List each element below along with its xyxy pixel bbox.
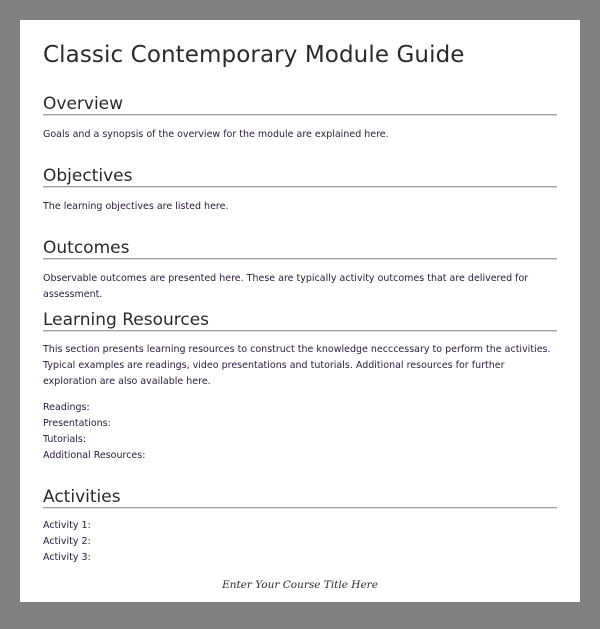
section-heading-activities: Activities [43,487,557,508]
resource-presentations: Presentations: [43,418,111,429]
section-heading-learning-resources: Learning Resources [43,310,557,331]
document-page [20,20,580,602]
section-heading-objectives: Objectives [43,166,557,187]
activities-list [43,518,557,566]
activity-item-1: Activity 1: [43,520,91,531]
section-heading-outcomes: Outcomes [43,238,557,259]
learning-resources-list [43,400,557,464]
section-heading-overview: Overview [43,94,557,115]
course-title-footer: Enter Your Course Title Here [222,579,378,591]
outcomes-text: Observable outcomes are presented here. These are typically activity outcomes that are delivered for assessment. [43,273,529,300]
activity-item-3: Activity 3: [43,552,91,563]
page-title: Classic Contemporary Module Guide [43,42,465,68]
resource-tutorials: Tutorials: [43,434,87,445]
resource-additional: Additional Resources: [43,450,146,461]
overview-text: Goals and a synopsis of the overview for the module are explained here. [43,129,389,140]
activity-item-2: Activity 2: [43,536,91,547]
resource-readings: Readings: [43,402,90,413]
objectives-text: The learning objectives are listed here. [43,201,229,212]
learning-resources-text: This section presents learning resources to construct the knowledge necccessary to perform the activities. Typical examples are readings, video presentations and tutorials. Additional resources for further exploration are also available here. [43,344,551,387]
